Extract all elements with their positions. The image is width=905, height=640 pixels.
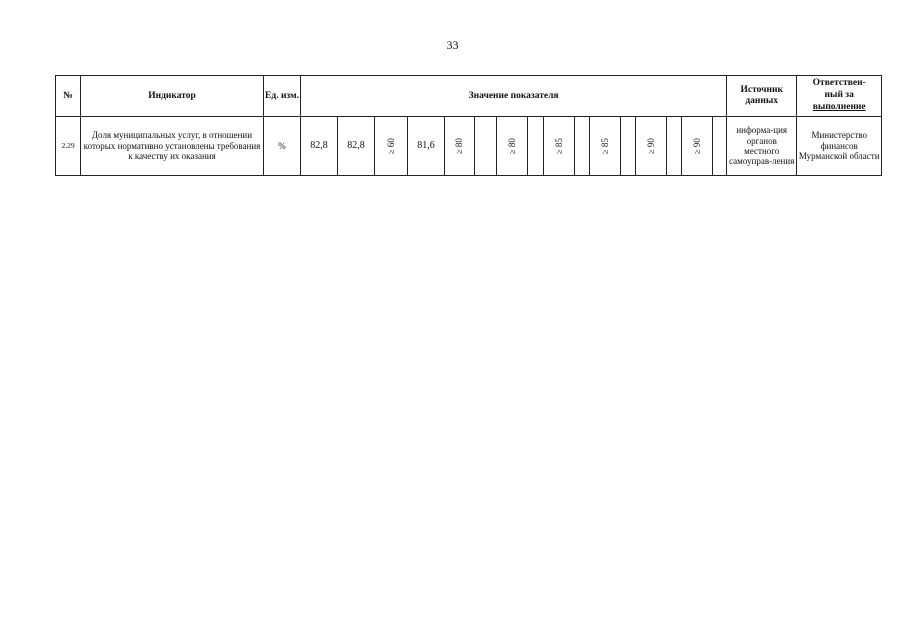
value-cell bbox=[475, 117, 497, 176]
header-source: Источник данных bbox=[727, 76, 797, 117]
value-cell bbox=[713, 117, 727, 176]
header-responsible-line: ный за bbox=[824, 90, 854, 101]
value-cell bbox=[575, 117, 590, 176]
value-cell bbox=[590, 117, 621, 176]
page-number: 33 bbox=[446, 38, 459, 52]
table-row bbox=[56, 117, 882, 176]
header-responsible bbox=[797, 76, 882, 117]
row-number: 2.29 bbox=[56, 117, 81, 176]
row-responsible: Министерство финансов Мурманской области bbox=[797, 117, 882, 176]
value-text: ≥ 85 bbox=[599, 137, 610, 155]
header-responsible-line: Ответствен- bbox=[812, 78, 866, 89]
value-cell bbox=[445, 117, 475, 176]
row-source: информа-ция органов местного самоуправ-ления bbox=[727, 117, 797, 176]
header-number: № bbox=[56, 76, 81, 117]
value-text: ≥ 80 bbox=[506, 137, 517, 155]
value-text: ≥ 90 bbox=[645, 137, 656, 155]
value-cell bbox=[621, 117, 636, 176]
value-cell: 82,8 bbox=[301, 117, 338, 176]
row-indicator: Доля муниципальных услуг, в отношении которых нормативно установлены требования к качеству их оказания bbox=[81, 117, 264, 176]
value-cell bbox=[636, 117, 667, 176]
value-text: ≥ 60 bbox=[385, 137, 396, 155]
header-indicator: Индикатор bbox=[81, 76, 264, 117]
table-header-row bbox=[56, 76, 882, 117]
value-cell: 81,6 bbox=[408, 117, 445, 176]
value-cell bbox=[682, 117, 713, 176]
value-cell bbox=[667, 117, 682, 176]
value-text: ≥ 85 bbox=[553, 137, 564, 155]
value-cell bbox=[375, 117, 408, 176]
header-unit: Ед. изм. bbox=[264, 76, 301, 117]
value-cell bbox=[544, 117, 575, 176]
header-value: Значение показателя bbox=[301, 76, 727, 117]
value-text: ≥ 80 bbox=[454, 137, 465, 155]
value-cell: 82,8 bbox=[338, 117, 375, 176]
value-text: ≥ 90 bbox=[691, 137, 702, 155]
value-cell bbox=[528, 117, 544, 176]
row-unit: % bbox=[264, 117, 301, 176]
header-responsible-line: выполнение bbox=[812, 101, 866, 112]
value-cell bbox=[497, 117, 528, 176]
indicator-table bbox=[55, 75, 882, 176]
